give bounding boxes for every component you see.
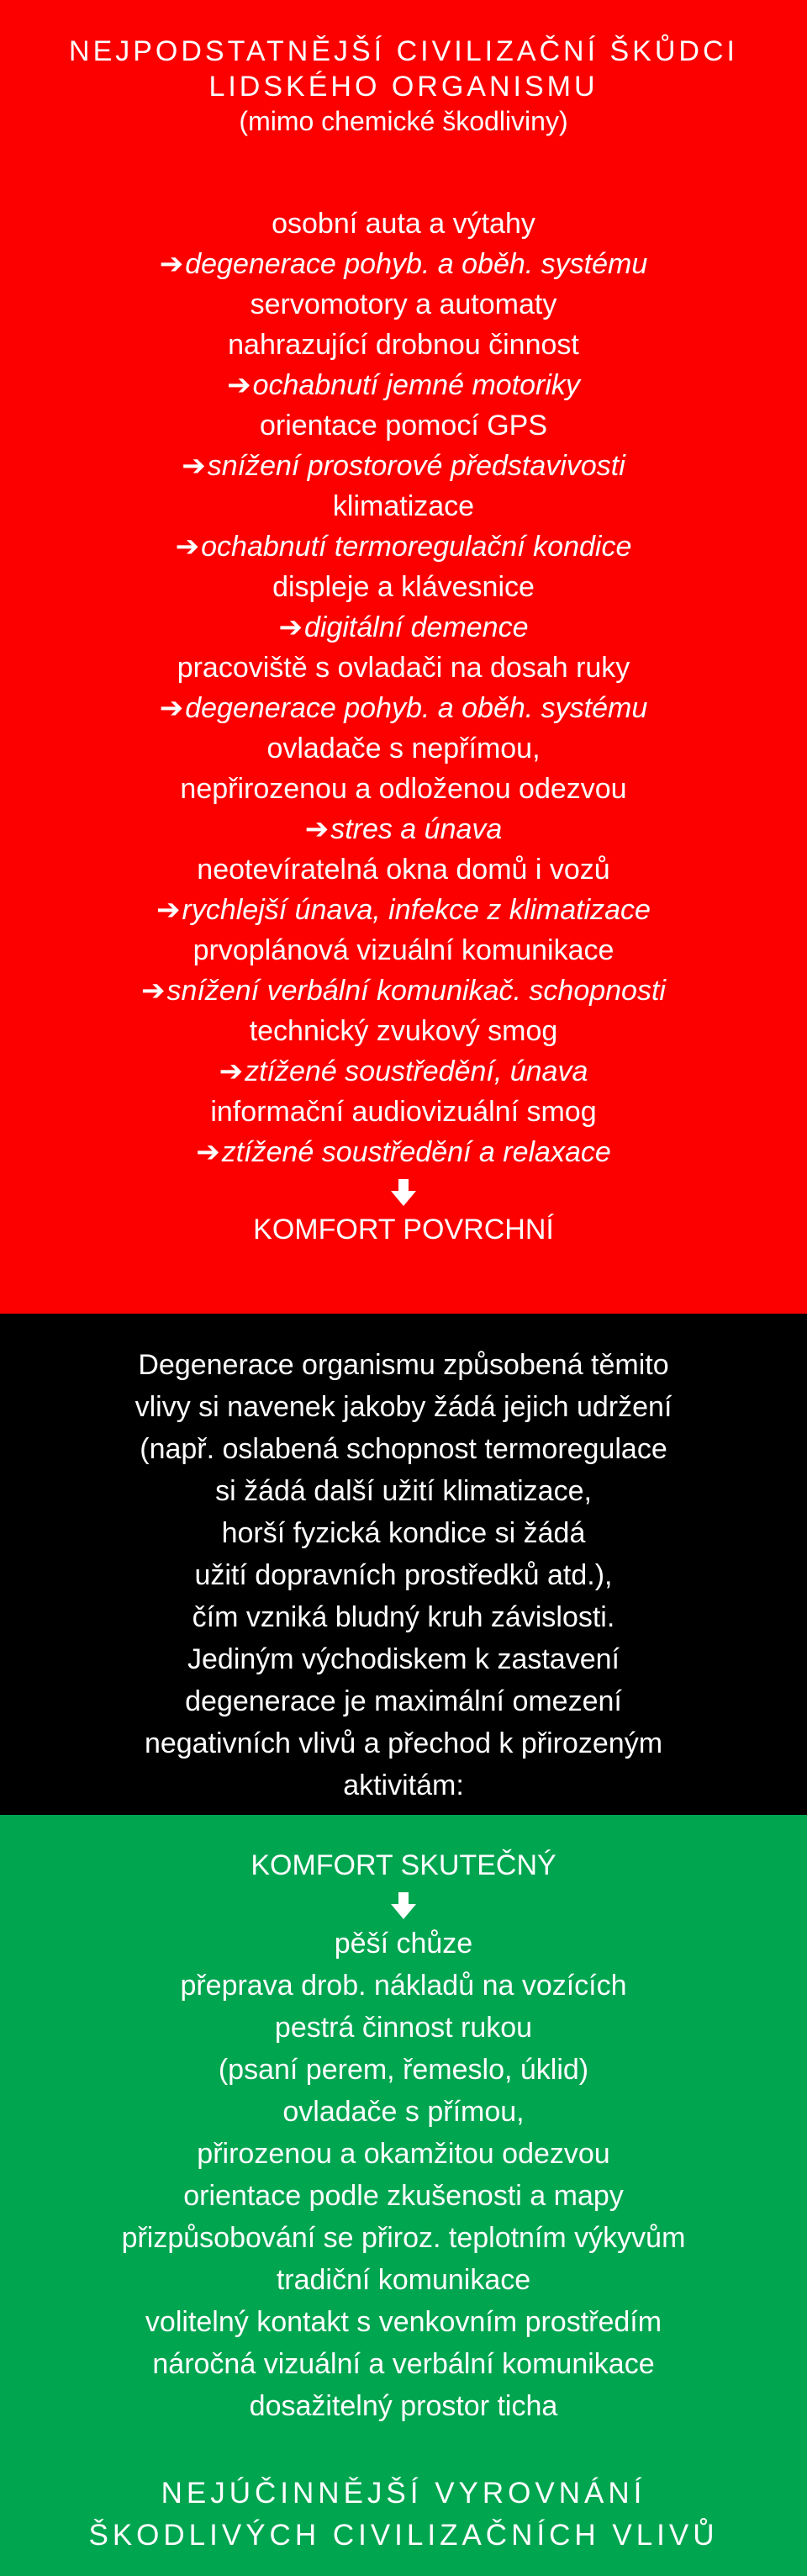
natural-activity-item: tradiční komunikace	[276, 2264, 531, 2296]
harmful-factor-effect	[0, 971, 807, 1011]
harmful-factor-cause: servomotory a automaty	[250, 288, 557, 320]
harmful-factor-effect-text: rychlejší únava, infekce z klimatizace	[182, 894, 651, 926]
harmful-factor-effect-text: ztížené soustředění a relaxace	[221, 1136, 611, 1168]
natural-activity-item: dosažitelný prostor ticha	[249, 2390, 558, 2422]
right-arrow-icon: ➔	[175, 531, 200, 563]
right-arrow-icon: ➔	[278, 611, 303, 643]
explanation-line: negativních vlivů a přechod k přirozeným	[144, 1727, 663, 1759]
right-arrow-icon: ➔	[182, 450, 206, 482]
harmful-factor-item	[0, 204, 807, 284]
explanation-line: čím vzniká bludný kruh závislosti.	[192, 1601, 615, 1633]
harmful-factor-effect-text: ochabnutí termoregulační kondice	[201, 531, 632, 563]
harmful-factors-list	[0, 204, 807, 1172]
right-arrow-icon: ➔	[227, 369, 251, 401]
harmful-subtitle: (mimo chemické škodliviny)	[239, 106, 568, 136]
explanation-line: horší fyzická kondice si žádá	[221, 1517, 586, 1549]
harmful-title-line1: NEJPODSTATNĚJŠÍ CIVILIZAČNÍ ŠKŮDCI	[69, 35, 738, 67]
down-arrow-icon	[388, 1177, 419, 1208]
harmful-factor-item	[0, 849, 807, 930]
natural-activity-item: přizpůsobování se přiroz. teplotním výkyvům	[121, 2222, 686, 2254]
harmful-factor-effect-text: snížení prostorové představivosti	[207, 450, 625, 482]
harmful-factor-effect	[0, 526, 807, 567]
komfort-skutecny-label: KOMFORT SKUTEČNÝ	[251, 1849, 556, 1881]
harmful-factor-effect-text: ochabnutí jemné motoriky	[252, 369, 580, 401]
natural-activity-item: orientace podle zkušenosti a mapy	[183, 2180, 624, 2212]
explanation-line: Jediným východiskem k zastavení	[187, 1643, 620, 1675]
explanation-line: vlivy si navenek jakoby žádá jejich udržení	[134, 1391, 672, 1423]
right-arrow-icon: ➔	[219, 1055, 244, 1087]
harmful-factor-item	[0, 567, 807, 648]
harmful-factor-effect	[0, 446, 807, 486]
harmful-factor-effect	[0, 890, 807, 930]
harmful-factor-item	[0, 728, 807, 849]
harmful-factor-effect	[0, 607, 807, 648]
harmful-factor-cause: technický zvukový smog	[249, 1015, 558, 1047]
harmful-factor-item	[0, 486, 807, 567]
natural-activity-item: ovladače s přímou,	[282, 2096, 525, 2128]
right-arrow-icon: ➔	[196, 1136, 220, 1168]
natural-activity-item: pestrá činnost rukou	[274, 2012, 533, 2044]
explanation-line: si žádá další užití klimatizace,	[215, 1475, 592, 1507]
explanation-paragraph	[0, 1344, 807, 1806]
right-arrow-icon: ➔	[141, 975, 166, 1007]
explanation-line: degenerace je maximální omezení	[185, 1685, 622, 1717]
harmful-factor-cause: pracoviště s ovladači na dosah ruky	[177, 652, 630, 684]
right-arrow-icon: ➔	[159, 248, 184, 280]
harmful-factor-cause: nahrazující drobnou činnost	[228, 329, 579, 361]
down-arrow-icon	[388, 1891, 419, 1921]
natural-activity-item: pěší chůze	[334, 1928, 473, 1960]
harmful-factor-effect-text: degenerace pohyb. a oběh. systému	[185, 692, 648, 724]
natural-activity-item: přeprava drob. nákladů na vozících	[180, 1970, 627, 2002]
natural-activity-item: volitelný kontakt s venkovním prostředím	[145, 2306, 662, 2338]
harmful-factor-effect-text: ztížené soustředění, únava	[245, 1055, 588, 1087]
right-arrow-icon: ➔	[156, 894, 181, 926]
harmful-factor-item	[0, 1092, 807, 1172]
harmful-factor-effect	[0, 244, 807, 284]
harmful-factor-effect-text: stres a únava	[330, 813, 503, 845]
harmful-factor-cause: klimatizace	[332, 490, 475, 522]
explanation-section	[0, 1314, 807, 1815]
explanation-line: užití dopravních prostředků atd.),	[194, 1559, 613, 1591]
explanation-line: Degenerace organismu způsobená těmito	[138, 1349, 669, 1381]
harmful-factor-cause: prvoplánová vizuální komunikace	[193, 934, 614, 966]
harmful-factor-effect-text: degenerace pohyb. a oběh. systému	[185, 248, 648, 280]
komfort-povrchni-label: KOMFORT POVRCHNÍ	[253, 1214, 554, 1246]
harmful-factor-effect	[0, 365, 807, 405]
harmful-factor-cause: ovladače s nepřímou,	[266, 733, 541, 764]
natural-comfort-section	[0, 1815, 807, 2576]
bottom-title-line2: ŠKODLIVÝCH CIVILIZAČNÍCH VLIVŮ	[88, 2519, 719, 2552]
harmful-factor-item	[0, 1011, 807, 1092]
natural-activity-item: (psaní perem, řemeslo, úklid)	[218, 2054, 589, 2086]
harmful-factor-effect	[0, 809, 807, 849]
natural-activity-item: náročná vizuální a verbální komunikace	[152, 2348, 655, 2380]
harmful-factor-effect-text: digitální demence	[303, 611, 529, 643]
harmful-factor-cause: osobní auta a výtahy	[272, 208, 535, 240]
harmful-factor-cause: neotevíratelná okna domů i vozů	[197, 854, 610, 886]
harmful-factor-item	[0, 930, 807, 1011]
natural-activity-item: přirozenou a okamžitou odezvou	[197, 2138, 610, 2170]
natural-activities-list	[0, 1923, 807, 2427]
harmful-factor-effect	[0, 688, 807, 728]
explanation-line: aktivitám:	[343, 1769, 464, 1801]
harmful-factor-item	[0, 648, 807, 728]
harmful-factor-effect	[0, 1051, 807, 1092]
harmful-factor-item	[0, 405, 807, 486]
harmful-factor-cause: informační audiovizuální smog	[210, 1096, 597, 1128]
harmful-factor-cause: displeje a klávesnice	[272, 571, 535, 603]
explanation-line: (např. oslabená schopnost termoregulace	[140, 1433, 667, 1465]
harmful-title-line2: LIDSKÉHO ORGANISMU	[208, 71, 599, 103]
harmful-factor-cause: orientace pomocí GPS	[259, 410, 548, 442]
harmful-factor-item	[0, 284, 807, 405]
harmful-factor-effect-text: snížení verbální komunikač. schopnosti	[166, 975, 666, 1007]
right-arrow-icon: ➔	[304, 813, 330, 845]
right-arrow-icon: ➔	[159, 692, 184, 724]
harmful-factor-cause: nepřirozenou a odloženou odezvou	[180, 773, 627, 805]
bottom-title-line1: NEJÚČINNĚJŠÍ VYROVNÁNÍ	[161, 2477, 646, 2510]
harmful-factor-effect	[0, 1132, 807, 1172]
